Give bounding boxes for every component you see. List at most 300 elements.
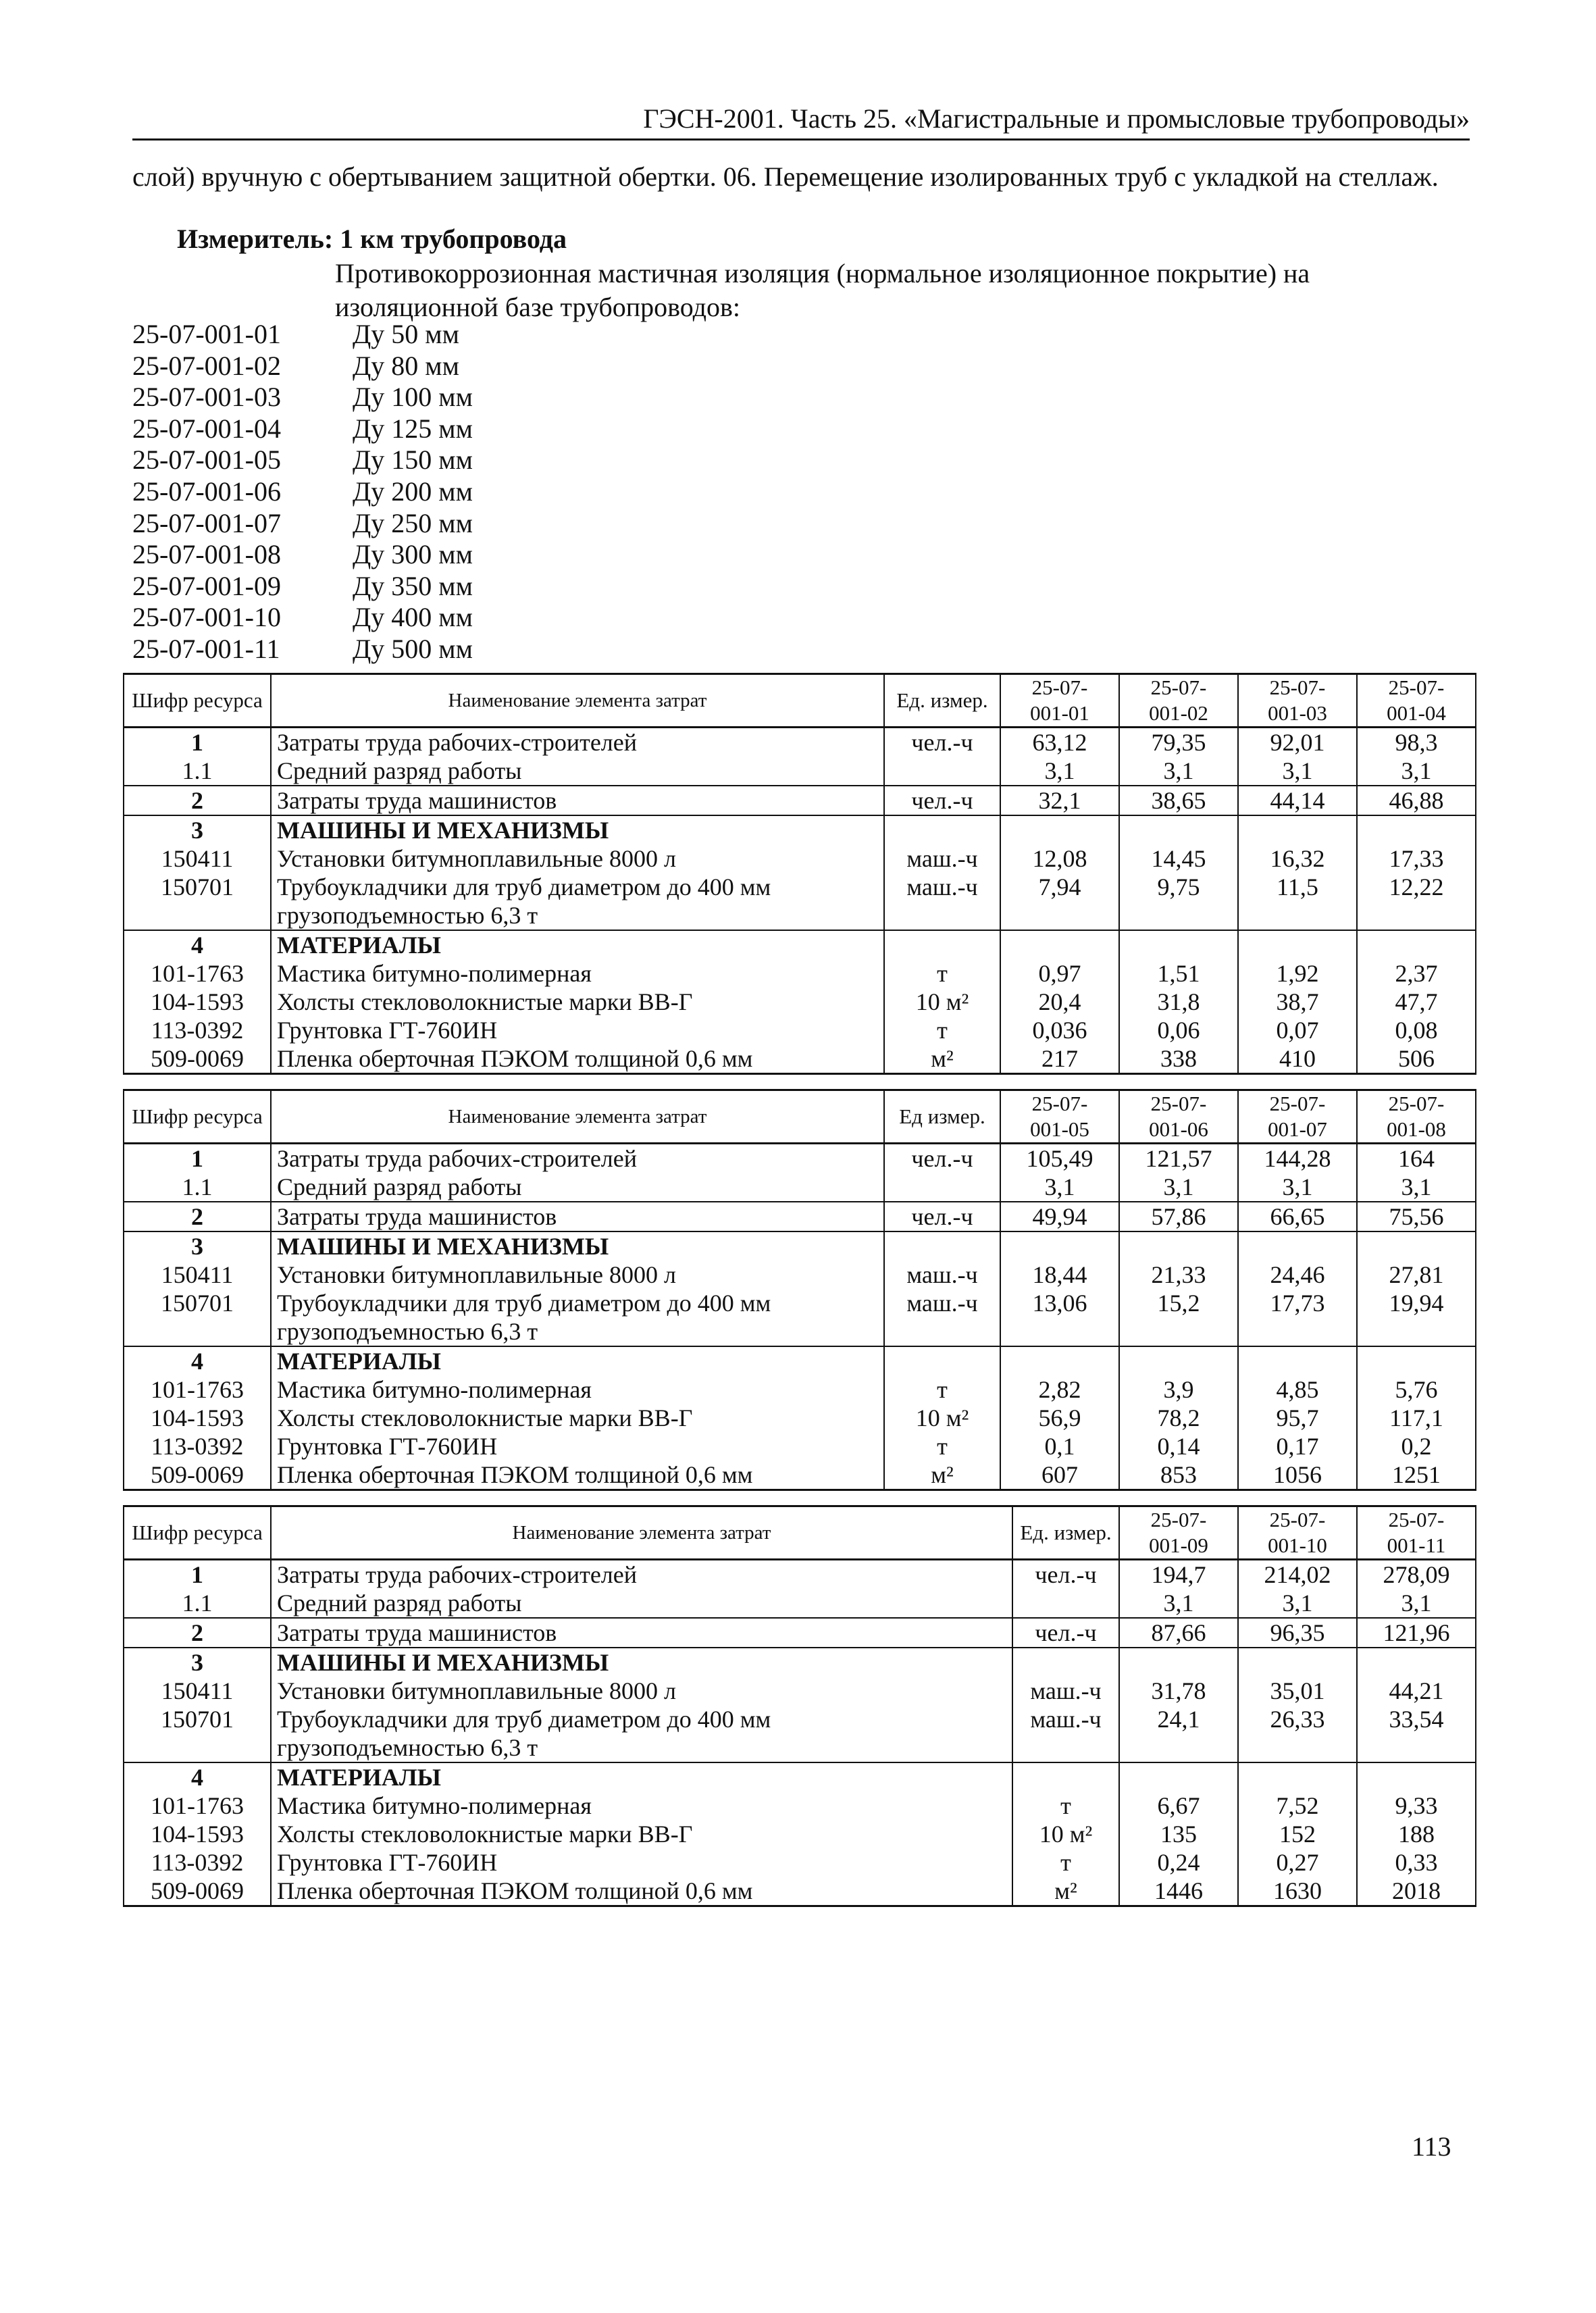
- cell-value: 38,7: [1238, 988, 1357, 1016]
- cell-name: Установки битумноплавильные 8000 л: [271, 1677, 1012, 1705]
- cell-name: Грунтовка ГТ-760ИН: [271, 1016, 884, 1044]
- code: 25-07-001-07: [132, 507, 281, 538]
- cell-value: 12,22: [1357, 873, 1476, 930]
- diameter: Ду 250 мм: [353, 507, 473, 538]
- cell-value: 3,1: [1238, 757, 1357, 786]
- cell-value: 15,2: [1119, 1289, 1238, 1346]
- diameter: Ду 100 мм: [353, 382, 473, 413]
- cell-unit: [884, 1231, 1000, 1261]
- cell-value: 3,1: [1357, 757, 1476, 786]
- code: 25-07-001-03: [132, 382, 281, 413]
- cell-name: Грунтовка ГТ-760ИН: [271, 1432, 884, 1460]
- cell-unit: маш.-ч: [1012, 1677, 1119, 1705]
- cell-value: 17,73: [1238, 1289, 1357, 1346]
- cell-unit: 10 м²: [884, 988, 1000, 1016]
- header-code: Шифр ресурса: [124, 1506, 271, 1560]
- cell-value: 2,82: [1000, 1375, 1119, 1404]
- cell-value: 14,45: [1119, 844, 1238, 873]
- cell-unit: маш.-ч: [884, 1289, 1000, 1346]
- table-row: [124, 1560, 1476, 1590]
- resource-table-2: [123, 1089, 1476, 1491]
- cell-code: 3: [124, 1231, 271, 1261]
- cell-value: [1238, 1762, 1357, 1791]
- cell-name: Пленка оберточная ПЭКОМ толщиной 0,6 мм: [271, 1877, 1012, 1906]
- cell-code: 3: [124, 1648, 271, 1677]
- cell-unit: маш.-ч: [884, 844, 1000, 873]
- code: 25-07-001-10: [132, 602, 281, 633]
- cell-unit: т: [1012, 1848, 1119, 1877]
- cell-value: 1251: [1357, 1460, 1476, 1490]
- cell-name: Грунтовка ГТ-760ИН: [271, 1848, 1012, 1877]
- cell-unit: [884, 757, 1000, 786]
- cell-value: 3,9: [1119, 1375, 1238, 1404]
- cell-unit: чел.-ч: [1012, 1618, 1119, 1648]
- cell-unit: [884, 930, 1000, 959]
- cell-value: 135: [1119, 1820, 1238, 1848]
- resource-table-1: [123, 673, 1476, 1075]
- cell-code: 1.1: [124, 1173, 271, 1202]
- cell-name: Затраты труда машинистов: [271, 786, 884, 815]
- cell-value: 2018: [1357, 1877, 1476, 1906]
- cell-unit: м²: [884, 1044, 1000, 1074]
- cell-value: 2,37: [1357, 959, 1476, 988]
- cell-value: 16,32: [1238, 844, 1357, 873]
- cell-code: 1: [124, 1144, 271, 1173]
- cell-value: 188: [1357, 1820, 1476, 1848]
- header-code: Шифр ресурса: [124, 1090, 271, 1144]
- cell-value: 3,1: [1238, 1589, 1357, 1618]
- cell-value: 57,86: [1119, 1202, 1238, 1231]
- cell-value: 144,28: [1238, 1144, 1357, 1173]
- cell-value: [1000, 815, 1119, 844]
- cell-code: 104-1593: [124, 1820, 271, 1848]
- cell-unit: т: [884, 1375, 1000, 1404]
- cell-value: [1000, 1231, 1119, 1261]
- code-item: [132, 351, 473, 382]
- cell-value: [1357, 815, 1476, 844]
- cell-value: 66,65: [1238, 1202, 1357, 1231]
- cell-value: 35,01: [1238, 1677, 1357, 1705]
- cell-unit: [884, 815, 1000, 844]
- cell-name: Пленка оберточная ПЭКОМ толщиной 0,6 мм: [271, 1044, 884, 1074]
- table-row: [124, 1432, 1476, 1460]
- table-row: [124, 815, 1476, 844]
- cell-unit: т: [884, 1432, 1000, 1460]
- cell-value: [1119, 815, 1238, 844]
- cell-code: 150701: [124, 1289, 271, 1346]
- cell-name: МАТЕРИАЛЫ: [271, 1762, 1012, 1791]
- diameter: Ду 125 мм: [353, 413, 473, 444]
- cell-name: МАТЕРИАЛЫ: [271, 1346, 884, 1375]
- cell-unit: маш.-ч: [1012, 1705, 1119, 1762]
- cell-code: 150701: [124, 873, 271, 930]
- cell-name: Трубоукладчики для труб диаметром до 400 мм грузоподъемностью 6,3 т: [271, 1289, 884, 1346]
- cell-name: Мастика битумно-полимерная: [271, 1375, 884, 1404]
- cell-name: Трубоукладчики для труб диаметром до 400 мм грузоподъемностью 6,3 т: [271, 873, 884, 930]
- cell-code: 101-1763: [124, 959, 271, 988]
- cell-value: 96,35: [1238, 1618, 1357, 1648]
- cell-code: 4: [124, 1762, 271, 1791]
- diameter: Ду 300 мм: [353, 539, 473, 570]
- header-col: 25-07- 001-10: [1238, 1506, 1357, 1560]
- header-name: Наименование элемента затрат: [271, 674, 884, 728]
- cell-name: Затраты труда рабочих-строителей: [271, 1144, 884, 1173]
- cell-unit: [884, 1173, 1000, 1202]
- cell-name: Средний разряд работы: [271, 1173, 884, 1202]
- cell-value: 31,8: [1119, 988, 1238, 1016]
- cell-value: [1000, 930, 1119, 959]
- cell-value: 26,33: [1238, 1705, 1357, 1762]
- cell-value: 75,56: [1357, 1202, 1476, 1231]
- table-row: [124, 1648, 1476, 1677]
- cell-value: 506: [1357, 1044, 1476, 1074]
- cell-value: 3,1: [1119, 1173, 1238, 1202]
- table-row: [124, 1762, 1476, 1791]
- header-col: 25-07- 001-04: [1357, 674, 1476, 728]
- code-item: [132, 444, 473, 476]
- table-row: [124, 1618, 1476, 1648]
- cell-code: 104-1593: [124, 988, 271, 1016]
- cell-value: 3,1: [1000, 757, 1119, 786]
- cell-unit: чел.-ч: [884, 786, 1000, 815]
- diameter: Ду 150 мм: [353, 444, 473, 476]
- table-row: [124, 1375, 1476, 1404]
- cell-unit: т: [884, 959, 1000, 988]
- code: 25-07-001-09: [132, 570, 281, 601]
- cell-value: [1238, 815, 1357, 844]
- cell-value: 31,78: [1119, 1677, 1238, 1705]
- cell-value: 95,7: [1238, 1404, 1357, 1432]
- cell-name: МАШИНЫ И МЕХАНИЗМЫ: [271, 1231, 884, 1261]
- cell-value: 13,06: [1000, 1289, 1119, 1346]
- table-header-row: [124, 1090, 1476, 1144]
- table-row: [124, 757, 1476, 786]
- intro-text: слой) вручную с обертыванием защитной обертки. 06. Перемещение изолированных труб с укладкой на стеллаж.: [132, 161, 1439, 192]
- cell-value: [1119, 1231, 1238, 1261]
- diameter: Ду 200 мм: [353, 476, 473, 507]
- cell-unit: м²: [884, 1460, 1000, 1490]
- cell-value: 63,12: [1000, 728, 1119, 757]
- cell-value: 0,14: [1119, 1432, 1238, 1460]
- cell-value: [1357, 1231, 1476, 1261]
- cell-value: 3,1: [1357, 1589, 1476, 1618]
- cell-code: 2: [124, 1202, 271, 1231]
- cell-value: 18,44: [1000, 1261, 1119, 1289]
- cell-name: Холсты стекловолокнистые марки ВВ-Г: [271, 1820, 1012, 1848]
- cell-value: 24,1: [1119, 1705, 1238, 1762]
- header-col: 25-07- 001-09: [1119, 1506, 1238, 1560]
- cell-unit: м²: [1012, 1877, 1119, 1906]
- cell-value: 152: [1238, 1820, 1357, 1848]
- table-row: [124, 1404, 1476, 1432]
- table-row: [124, 1589, 1476, 1618]
- cell-code: 1.1: [124, 1589, 271, 1618]
- cell-value: 38,65: [1119, 786, 1238, 815]
- cell-value: 46,88: [1357, 786, 1476, 815]
- cell-unit: маш.-ч: [884, 1261, 1000, 1289]
- cell-name: Установки битумноплавильные 8000 л: [271, 1261, 884, 1289]
- table-row: [124, 1460, 1476, 1490]
- cell-unit: чел.-ч: [884, 1202, 1000, 1231]
- cell-value: 0,07: [1238, 1016, 1357, 1044]
- cell-unit: [1012, 1648, 1119, 1677]
- cell-value: 164: [1357, 1144, 1476, 1173]
- diameter: Ду 50 мм: [353, 319, 459, 349]
- cell-unit: 10 м²: [1012, 1820, 1119, 1848]
- cell-value: 3,1: [1238, 1173, 1357, 1202]
- cell-value: 3,1: [1357, 1173, 1476, 1202]
- table-row: [124, 1173, 1476, 1202]
- header-col: 25-07- 001-08: [1357, 1090, 1476, 1144]
- table-row: [124, 1677, 1476, 1705]
- cell-name: Пленка оберточная ПЭКОМ толщиной 0,6 мм: [271, 1460, 884, 1490]
- code-item: [132, 602, 473, 634]
- cell-value: [1238, 1648, 1357, 1677]
- table-row: [124, 988, 1476, 1016]
- cell-code: 150411: [124, 1677, 271, 1705]
- cell-name: МАШИНЫ И МЕХАНИЗМЫ: [271, 1648, 1012, 1677]
- diameter: Ду 350 мм: [353, 570, 473, 601]
- cell-value: 7,94: [1000, 873, 1119, 930]
- cell-unit: [1012, 1589, 1119, 1618]
- cell-name: Затраты труда машинистов: [271, 1618, 1012, 1648]
- cell-code: 101-1763: [124, 1791, 271, 1820]
- cell-code: 2: [124, 786, 271, 815]
- table-row: [124, 1261, 1476, 1289]
- diameter: Ду 80 мм: [353, 350, 459, 381]
- cell-value: 0,27: [1238, 1848, 1357, 1877]
- cell-name: Холсты стекловолокнистые марки ВВ-Г: [271, 1404, 884, 1432]
- table-row: [124, 1044, 1476, 1074]
- cell-value: 3,1: [1000, 1173, 1119, 1202]
- cell-unit: чел.-ч: [1012, 1560, 1119, 1590]
- cell-value: 0,036: [1000, 1016, 1119, 1044]
- table-row: [124, 1144, 1476, 1173]
- code-item: [132, 319, 473, 351]
- cell-value: 1630: [1238, 1877, 1357, 1906]
- cell-value: 5,76: [1357, 1375, 1476, 1404]
- cell-unit: т: [884, 1016, 1000, 1044]
- cell-value: 27,81: [1357, 1261, 1476, 1289]
- header-unit: Ед. измер.: [1012, 1506, 1119, 1560]
- code-item: [132, 476, 473, 508]
- cell-value: 0,08: [1357, 1016, 1476, 1044]
- cell-value: 121,57: [1119, 1144, 1238, 1173]
- cell-value: 214,02: [1238, 1560, 1357, 1590]
- code-item: [132, 571, 473, 603]
- table-row: [124, 1705, 1476, 1762]
- cell-value: 0,2: [1357, 1432, 1476, 1460]
- cell-value: 19,94: [1357, 1289, 1476, 1346]
- cell-value: 12,08: [1000, 844, 1119, 873]
- table-row: [124, 1848, 1476, 1877]
- cell-value: 4,85: [1238, 1375, 1357, 1404]
- cell-name: Затраты труда рабочих-строителей: [271, 728, 884, 757]
- cell-name: МАТЕРИАЛЫ: [271, 930, 884, 959]
- cell-value: 3,1: [1119, 1589, 1238, 1618]
- cell-value: 1,51: [1119, 959, 1238, 988]
- cell-value: 121,96: [1357, 1618, 1476, 1648]
- cell-name: Затраты труда машинистов: [271, 1202, 884, 1231]
- cell-value: 9,75: [1119, 873, 1238, 930]
- code-item: [132, 382, 473, 413]
- cell-name: Трубоукладчики для труб диаметром до 400 мм грузоподъемностью 6,3 т: [271, 1705, 1012, 1762]
- cell-value: [1000, 1346, 1119, 1375]
- cell-value: 87,66: [1119, 1618, 1238, 1648]
- cell-name: Мастика битумно-полимерная: [271, 1791, 1012, 1820]
- cell-code: 3: [124, 815, 271, 844]
- code: 25-07-001-11: [132, 633, 280, 664]
- cell-value: 11,5: [1238, 873, 1357, 930]
- cell-value: 32,1: [1000, 786, 1119, 815]
- cell-code: 509-0069: [124, 1460, 271, 1490]
- cell-value: 6,67: [1119, 1791, 1238, 1820]
- cell-value: 1446: [1119, 1877, 1238, 1906]
- cell-unit: 10 м²: [884, 1404, 1000, 1432]
- cell-value: 410: [1238, 1044, 1357, 1074]
- cell-code: 113-0392: [124, 1432, 271, 1460]
- code: 25-07-001-08: [132, 539, 281, 570]
- cell-code: 1: [124, 1560, 271, 1590]
- cell-value: 44,21: [1357, 1677, 1476, 1705]
- code: 25-07-001-01: [132, 319, 281, 349]
- code: 25-07-001-06: [132, 476, 281, 507]
- cell-value: 0,1: [1000, 1432, 1119, 1460]
- code: 25-07-001-02: [132, 350, 281, 381]
- page-number: 113: [1412, 2131, 1451, 2162]
- diameter: Ду 500 мм: [353, 633, 473, 664]
- code: 25-07-001-05: [132, 444, 281, 476]
- cell-value: [1357, 930, 1476, 959]
- cell-value: 1056: [1238, 1460, 1357, 1490]
- cell-code: 150411: [124, 844, 271, 873]
- cell-value: 105,49: [1000, 1144, 1119, 1173]
- cell-value: 607: [1000, 1460, 1119, 1490]
- cell-value: [1119, 1762, 1238, 1791]
- cell-unit: т: [1012, 1791, 1119, 1820]
- cell-value: 7,52: [1238, 1791, 1357, 1820]
- cell-value: [1238, 1346, 1357, 1375]
- work-description: Противокоррозионная мастичная изоляция (нормальное изоляционное покрытие) на изоляционной базе трубопроводов:: [335, 258, 1310, 322]
- cell-value: [1357, 1346, 1476, 1375]
- cell-value: 0,06: [1119, 1016, 1238, 1044]
- cell-code: 2: [124, 1618, 271, 1648]
- table-row: [124, 786, 1476, 815]
- cell-value: 79,35: [1119, 728, 1238, 757]
- cell-value: [1357, 1648, 1476, 1677]
- cell-value: [1119, 930, 1238, 959]
- table-row: [124, 1202, 1476, 1231]
- header-col: 25-07- 001-07: [1238, 1090, 1357, 1144]
- cell-value: 9,33: [1357, 1791, 1476, 1820]
- cell-code: 4: [124, 930, 271, 959]
- code-item: [132, 413, 473, 445]
- cell-name: МАШИНЫ И МЕХАНИЗМЫ: [271, 815, 884, 844]
- cell-unit: [1012, 1762, 1119, 1791]
- header-col: 25-07- 001-11: [1357, 1506, 1476, 1560]
- cell-unit: чел.-ч: [884, 728, 1000, 757]
- running-header: ГЭСН-2001. Часть 25. «Магистральные и промысловые трубопроводы»: [132, 103, 1470, 141]
- cell-code: 509-0069: [124, 1877, 271, 1906]
- header-name: Наименование элемента затрат: [271, 1090, 884, 1144]
- cell-name: Затраты труда рабочих-строителей: [271, 1560, 1012, 1590]
- table-header-row: [124, 674, 1476, 728]
- cell-name: Средний разряд работы: [271, 1589, 1012, 1618]
- cell-code: 1: [124, 728, 271, 757]
- table-row: [124, 959, 1476, 988]
- table-row: [124, 1231, 1476, 1261]
- cell-value: [1238, 930, 1357, 959]
- cell-code: 4: [124, 1346, 271, 1375]
- cell-code: 150411: [124, 1261, 271, 1289]
- cell-value: 194,7: [1119, 1560, 1238, 1590]
- cell-value: 0,33: [1357, 1848, 1476, 1877]
- cell-code: 101-1763: [124, 1375, 271, 1404]
- cell-value: 24,46: [1238, 1261, 1357, 1289]
- diameter: Ду 400 мм: [353, 602, 473, 633]
- table-row: [124, 1016, 1476, 1044]
- cell-value: [1238, 1231, 1357, 1261]
- table-row: [124, 1791, 1476, 1820]
- cell-value: 44,14: [1238, 786, 1357, 815]
- header-unit: Ед измер.: [884, 1090, 1000, 1144]
- cell-code: 104-1593: [124, 1404, 271, 1432]
- cell-unit: [884, 1346, 1000, 1375]
- table-row: [124, 1877, 1476, 1906]
- cell-code: 1.1: [124, 757, 271, 786]
- header-col: 25-07- 001-06: [1119, 1090, 1238, 1144]
- cell-unit: маш.-ч: [884, 873, 1000, 930]
- cell-value: 217: [1000, 1044, 1119, 1074]
- code-item: [132, 508, 473, 540]
- cell-name: Установки битумноплавильные 8000 л: [271, 844, 884, 873]
- cell-value: 17,33: [1357, 844, 1476, 873]
- table-row: [124, 728, 1476, 757]
- cell-value: 33,54: [1357, 1705, 1476, 1762]
- cell-value: 49,94: [1000, 1202, 1119, 1231]
- header-name: Наименование элемента затрат: [271, 1506, 1012, 1560]
- header-col: 25-07- 001-01: [1000, 674, 1119, 728]
- cell-value: 47,7: [1357, 988, 1476, 1016]
- cell-value: [1119, 1346, 1238, 1375]
- cell-name: Холсты стекловолокнистые марки ВВ-Г: [271, 988, 884, 1016]
- header-col: 25-07- 001-02: [1119, 674, 1238, 728]
- code-list: [132, 319, 473, 665]
- cell-code: 113-0392: [124, 1016, 271, 1044]
- cell-value: 0,24: [1119, 1848, 1238, 1877]
- code-item: [132, 539, 473, 571]
- table-row: [124, 873, 1476, 930]
- cell-value: 278,09: [1357, 1560, 1476, 1590]
- cell-code: 509-0069: [124, 1044, 271, 1074]
- header-code: Шифр ресурса: [124, 674, 271, 728]
- cell-code: 113-0392: [124, 1848, 271, 1877]
- cell-value: [1119, 1648, 1238, 1677]
- cell-value: 92,01: [1238, 728, 1357, 757]
- table-row: [124, 844, 1476, 873]
- cell-name: Средний разряд работы: [271, 757, 884, 786]
- cell-value: 56,9: [1000, 1404, 1119, 1432]
- cell-unit: чел.-ч: [884, 1144, 1000, 1173]
- cell-value: 0,97: [1000, 959, 1119, 988]
- header-col: 25-07- 001-05: [1000, 1090, 1119, 1144]
- cell-value: 338: [1119, 1044, 1238, 1074]
- cell-name: Мастика битумно-полимерная: [271, 959, 884, 988]
- table-row: [124, 1346, 1476, 1375]
- unit-label: Измеритель: 1 км трубопровода: [177, 224, 567, 254]
- cell-value: 853: [1119, 1460, 1238, 1490]
- header-unit: Ед. измер.: [884, 674, 1000, 728]
